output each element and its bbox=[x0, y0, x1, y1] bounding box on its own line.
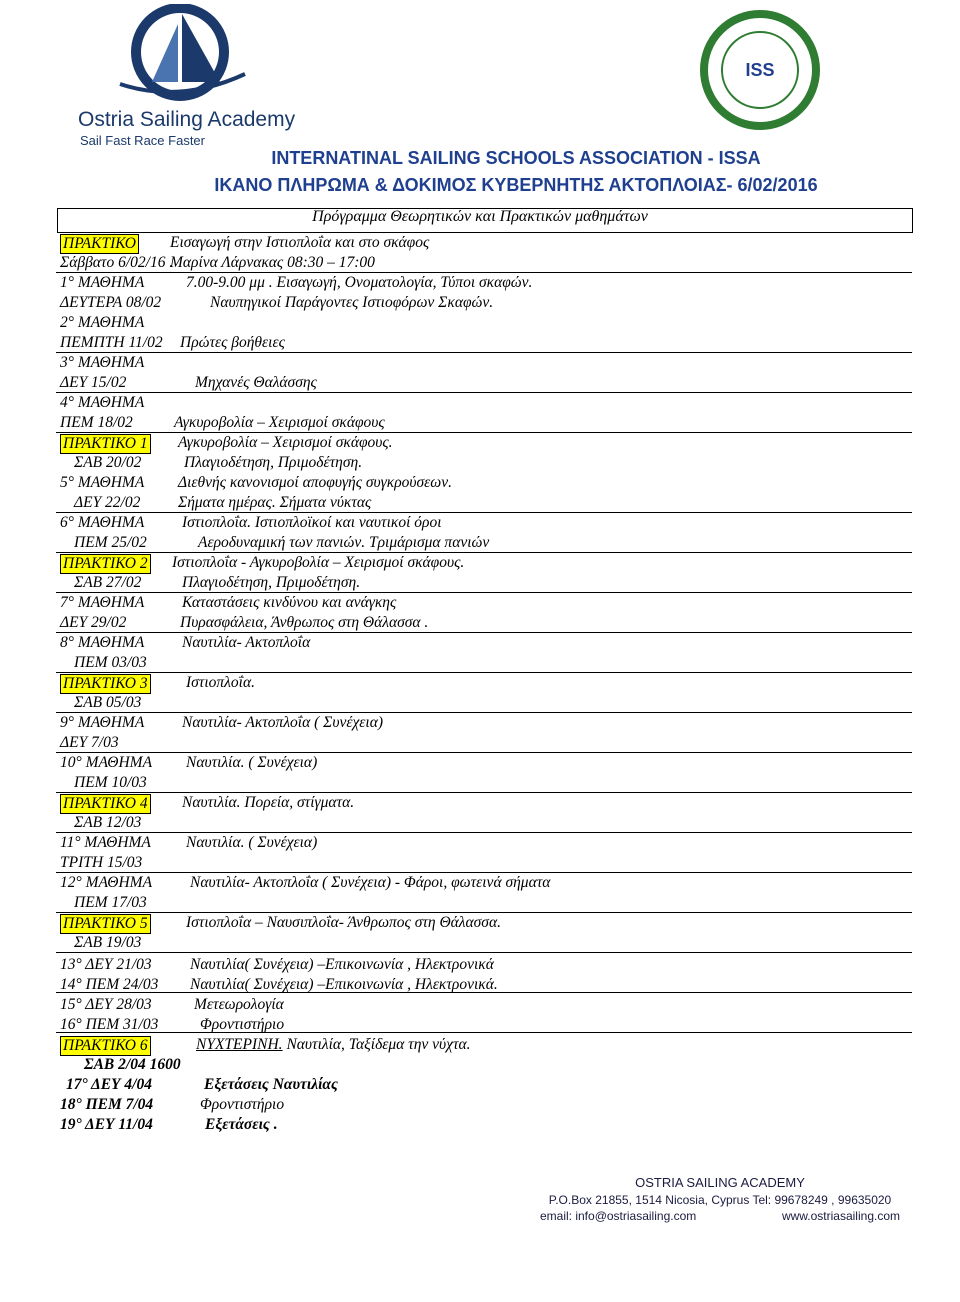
row-session: ΠΡΑΚΤΙΚΟ 4 bbox=[60, 794, 151, 814]
footer-name: OSTRIA SAILING ACADEMY bbox=[635, 1175, 805, 1190]
row-session: ΤΡΙΤΗ 15/03 bbox=[60, 854, 143, 871]
schedule-row bbox=[56, 434, 912, 454]
schedule-row bbox=[56, 834, 912, 854]
schedule-row bbox=[56, 774, 912, 794]
schedule-row bbox=[56, 874, 912, 894]
schedule-row bbox=[56, 654, 912, 674]
row-session: 11° ΜΑΘΗΜΑ bbox=[60, 834, 151, 851]
schedule-row bbox=[56, 934, 912, 954]
schedule-row bbox=[56, 854, 912, 874]
schedule-row bbox=[56, 1116, 912, 1136]
schedule-row bbox=[56, 334, 912, 354]
schedule-row bbox=[56, 394, 912, 414]
row-topic: Μηχανές Θαλάσσης bbox=[195, 374, 317, 391]
schedule-row bbox=[56, 914, 912, 934]
row-topic: Φροντιστήριο bbox=[200, 1016, 285, 1033]
row-topic: Ναυτιλία. ( Συνέχεια) bbox=[186, 754, 318, 771]
row-session: 3° ΜΑΘΗΜΑ bbox=[60, 354, 145, 371]
schedule-row bbox=[56, 634, 912, 654]
row-session: 1° ΜΑΘΗΜΑ bbox=[60, 274, 145, 291]
row-topic: Εξετάσεις . bbox=[205, 1116, 278, 1133]
row-session: ΠΕΜ 10/03 bbox=[74, 774, 147, 791]
row-topic: Μετεωρολογία bbox=[194, 996, 284, 1013]
row-topic: Μαρίνα Λάρνακας 08:30 – 17:00 bbox=[170, 254, 375, 271]
row-session: 13° ΔΕΥ 21/03 bbox=[60, 956, 152, 973]
header-line-2: ΙΚΑΝΟ ΠΛΗΡΩΜΑ & ΔΟΚΙΜΟΣ ΚΥΒΕΡΝΗΤΗΣ ΑΚΤΟΠΛΟΙΑΣ- 6/02/2016 bbox=[214, 175, 818, 195]
row-topic: Αεροδυναμική των πανιών. Τριμάρισμα πανιών bbox=[198, 534, 490, 551]
row-session: 18° ΠΕΜ 7/04 bbox=[60, 1096, 154, 1113]
row-session: 5° ΜΑΘΗΜΑ bbox=[60, 474, 145, 491]
row-session: ΣΑΒ 12/03 bbox=[74, 814, 142, 831]
row-session: 10° ΜΑΘΗΜΑ bbox=[60, 754, 153, 771]
row-session: ΠΡΑΚΤΙΚΟ 1 bbox=[60, 434, 151, 454]
schedule-row bbox=[56, 514, 912, 534]
row-topic: Εξετάσεις Ναυτιλίας bbox=[204, 1076, 338, 1093]
row-session: ΠΡΑΚΤΙΚΟ 6 bbox=[60, 1036, 151, 1056]
schedule-row bbox=[56, 694, 912, 714]
schedule-row bbox=[56, 314, 912, 334]
row-topic: Φροντιστήριο bbox=[200, 1096, 285, 1113]
issa-logo bbox=[700, 10, 820, 130]
row-session: ΠΕΜ 18/02 bbox=[60, 414, 133, 431]
row-topic: Πλαγιοδέτηση, Πριμοδέτηση. bbox=[182, 574, 361, 591]
footer-address: P.O.Box 21855, 1514 Nicosia, Cyprus Tel: 99678249 , 99635020 bbox=[548, 1193, 892, 1207]
row-topic: Ναυτιλία- Ακτοπλοΐα ( Συνέχεια) - Φάροι, φωτεινά σήματα bbox=[190, 874, 551, 891]
schedule-row bbox=[56, 1036, 912, 1056]
schedule-row bbox=[56, 534, 912, 554]
row-session: ΠΡΑΚΤΙΚΟ 3 bbox=[60, 674, 151, 694]
row-session: ΣΑΒ 19/03 bbox=[74, 934, 142, 951]
row-topic: Ιστιοπλοΐα. bbox=[186, 674, 255, 691]
row-session: 8° ΜΑΘΗΜΑ bbox=[60, 634, 145, 651]
row-topic: Αγκυροβολία – Χειρισμοί σκάφους. bbox=[178, 434, 393, 451]
schedule-row bbox=[56, 574, 912, 594]
row-topic-rest: Ναυτιλία, Ταξίδεμα την νύχτα. bbox=[282, 1036, 471, 1053]
row-topic: Ναυτιλία( Συνέχεια) –Επικοινωνία , Ηλεκτρονικά. bbox=[190, 976, 498, 993]
row-topic: Ναυτιλία. ( Συνέχεια) bbox=[186, 834, 318, 851]
row-topic: Διεθνής κανονισμοί αποφυγής συγκρούσεων. bbox=[178, 474, 452, 491]
schedule-row bbox=[56, 414, 912, 434]
row-topic: Εισαγωγή στην Ιστιοπλοΐα και στο σκάφος bbox=[170, 234, 430, 251]
schedule-row bbox=[56, 374, 912, 394]
row-session: 17° ΔΕΥ 4/04 bbox=[66, 1076, 152, 1093]
row-topic: Ιστιοπλοΐα. Ιστιοπλοϊκοί και ναυτικοί όροι bbox=[182, 514, 442, 531]
row-session: ΔΕΥ 15/02 bbox=[60, 374, 127, 391]
row-topic: Αγκυροβολία – Χειρισμοί σκάφους bbox=[174, 414, 385, 431]
schedule-row bbox=[56, 234, 912, 254]
row-topic: Ναυτιλία- Ακτοπλοΐα ( Συνέχεια) bbox=[182, 714, 383, 731]
row-session: 16° ΠΕΜ 31/03 bbox=[60, 1016, 159, 1033]
schedule-row bbox=[56, 734, 912, 754]
ostria-emblem-icon bbox=[60, 4, 280, 114]
brand-tagline: Sail Fast Race Faster bbox=[80, 133, 205, 148]
row-session: Σάββατο 6/02/16 . bbox=[60, 254, 174, 271]
schedule-row bbox=[56, 254, 912, 274]
schedule-row bbox=[56, 674, 912, 694]
row-topic: Ιστιοπλοΐα – Ναυσιπλοΐα- Άνθρωπος στη Θάλασσα. bbox=[186, 914, 501, 931]
row-session: ΠΡΑΚΤΙΚΟ 2 bbox=[60, 554, 151, 574]
row-topic: Σήματα ημέρας. Σήματα νύκτας bbox=[178, 494, 372, 511]
schedule-row bbox=[56, 956, 912, 976]
schedule-row bbox=[56, 274, 912, 294]
row-session: ΣΑΒ 20/02 bbox=[74, 454, 142, 471]
row-session: 4° ΜΑΘΗΜΑ bbox=[60, 394, 145, 411]
schedule-row bbox=[56, 814, 912, 834]
footer-email: email: info@ostriasailing.com bbox=[540, 1209, 697, 1223]
row-session: 9° ΜΑΘΗΜΑ bbox=[60, 714, 145, 731]
schedule-row bbox=[56, 754, 912, 774]
row-session: ΠΕΜ 25/02 bbox=[74, 534, 147, 551]
row-session: ΣΑΒ 05/03 bbox=[74, 694, 142, 711]
row-session: ΠΕΜ 03/03 bbox=[74, 654, 147, 671]
row-session: 19° ΔΕΥ 11/04 bbox=[60, 1116, 153, 1133]
row-session: 7° ΜΑΘΗΜΑ bbox=[60, 594, 145, 611]
schedule-row bbox=[56, 294, 912, 314]
row-topic: Ναυτιλία- Ακτοπλοΐα bbox=[182, 634, 311, 651]
row-session: ΔΕΥ 7/03 bbox=[60, 734, 119, 751]
schedule-row bbox=[56, 1076, 912, 1096]
row-topic: Ιστιοπλοΐα - Αγκυροβολία – Χειρισμοί σκάφους. bbox=[172, 554, 465, 571]
row-session: ΣΑΒ 27/02 bbox=[74, 574, 142, 591]
schedule-row bbox=[56, 1056, 912, 1076]
row-session: ΣΑΒ 2/04 1600 bbox=[84, 1056, 181, 1073]
row-session: ΔΕΥΤΕΡΑ 08/02 bbox=[60, 294, 162, 311]
row-topic: Πυρασφάλεια, Άνθρωπος στη Θάλασσα . bbox=[180, 614, 429, 631]
row-topic bbox=[196, 1036, 471, 1054]
row-topic: Ναυπηγικοί Παράγοντες Ιστιοφόρων Σκαφών. bbox=[210, 294, 494, 311]
row-session: ΠΕΜΠΤΗ 11/02 bbox=[60, 334, 163, 351]
schedule-row bbox=[56, 614, 912, 634]
row-topic: Ναυτιλία( Συνέχεια) –Επικοινωνία , Ηλεκτρονικά bbox=[190, 956, 494, 973]
row-topic-underlined: ΝΥΧΤΕΡΙΝΗ. bbox=[196, 1036, 283, 1053]
row-topic: Πλαγιοδέτηση, Πριμοδέτηση. bbox=[184, 454, 363, 471]
row-session: ΠΡΑΚΤΙΚΟ 5 bbox=[60, 914, 151, 934]
issa-emblem-icon bbox=[700, 10, 820, 130]
schedule-row bbox=[56, 794, 912, 814]
row-topic: 7.00-9.00 μμ . Εισαγωγή, Ονοματολογία, Τύποι σκαφών. bbox=[186, 274, 533, 291]
brand-name: Ostria Sailing Academy bbox=[78, 108, 296, 131]
row-session: 15° ΔΕΥ 28/03 bbox=[60, 996, 152, 1013]
schedule-row bbox=[56, 1096, 912, 1116]
schedule-row bbox=[56, 474, 912, 494]
ostria-logo bbox=[60, 4, 296, 152]
schedule-row bbox=[56, 714, 912, 734]
row-topic: Ναυτιλία. Πορεία, στίγματα. bbox=[182, 794, 355, 811]
row-session: 2° ΜΑΘΗΜΑ bbox=[60, 314, 145, 331]
schedule-row bbox=[56, 494, 912, 514]
schedule-title: Πρόγραμμα Θεωρητικών και Πρακτικών μαθημάτων bbox=[312, 208, 648, 225]
schedule-row bbox=[56, 894, 912, 914]
row-session: ΔΕΥ 22/02 bbox=[74, 494, 141, 511]
row-session: ΠΕΜ 17/03 bbox=[74, 894, 147, 911]
schedule-row bbox=[56, 976, 912, 996]
schedule-row bbox=[56, 1016, 912, 1036]
row-session: ΠΡΑΚΤΙΚΟ bbox=[60, 234, 139, 254]
header-line-1: INTERNATINAL SAILING SCHOOLS ASSOCIATION - ISSA bbox=[271, 148, 761, 168]
iss-mark: ISS bbox=[745, 60, 775, 80]
schedule-row bbox=[56, 554, 912, 574]
schedule-row bbox=[56, 354, 912, 374]
row-session: 6° ΜΑΘΗΜΑ bbox=[60, 514, 145, 531]
row-session: 12° ΜΑΘΗΜΑ bbox=[60, 874, 153, 891]
row-session: 14° ΠΕΜ 24/03 bbox=[60, 976, 159, 993]
schedule-row bbox=[56, 594, 912, 614]
footer bbox=[540, 1175, 900, 1223]
footer-web: www.ostriasailing.com bbox=[781, 1209, 900, 1223]
schedule-row bbox=[56, 454, 912, 474]
row-topic: Πρώτες βοήθειες bbox=[180, 334, 285, 351]
row-topic: Καταστάσεις κινδύνου και ανάγκης bbox=[182, 594, 397, 611]
schedule-row bbox=[56, 996, 912, 1016]
row-session: ΔΕΥ 29/02 bbox=[60, 614, 127, 631]
